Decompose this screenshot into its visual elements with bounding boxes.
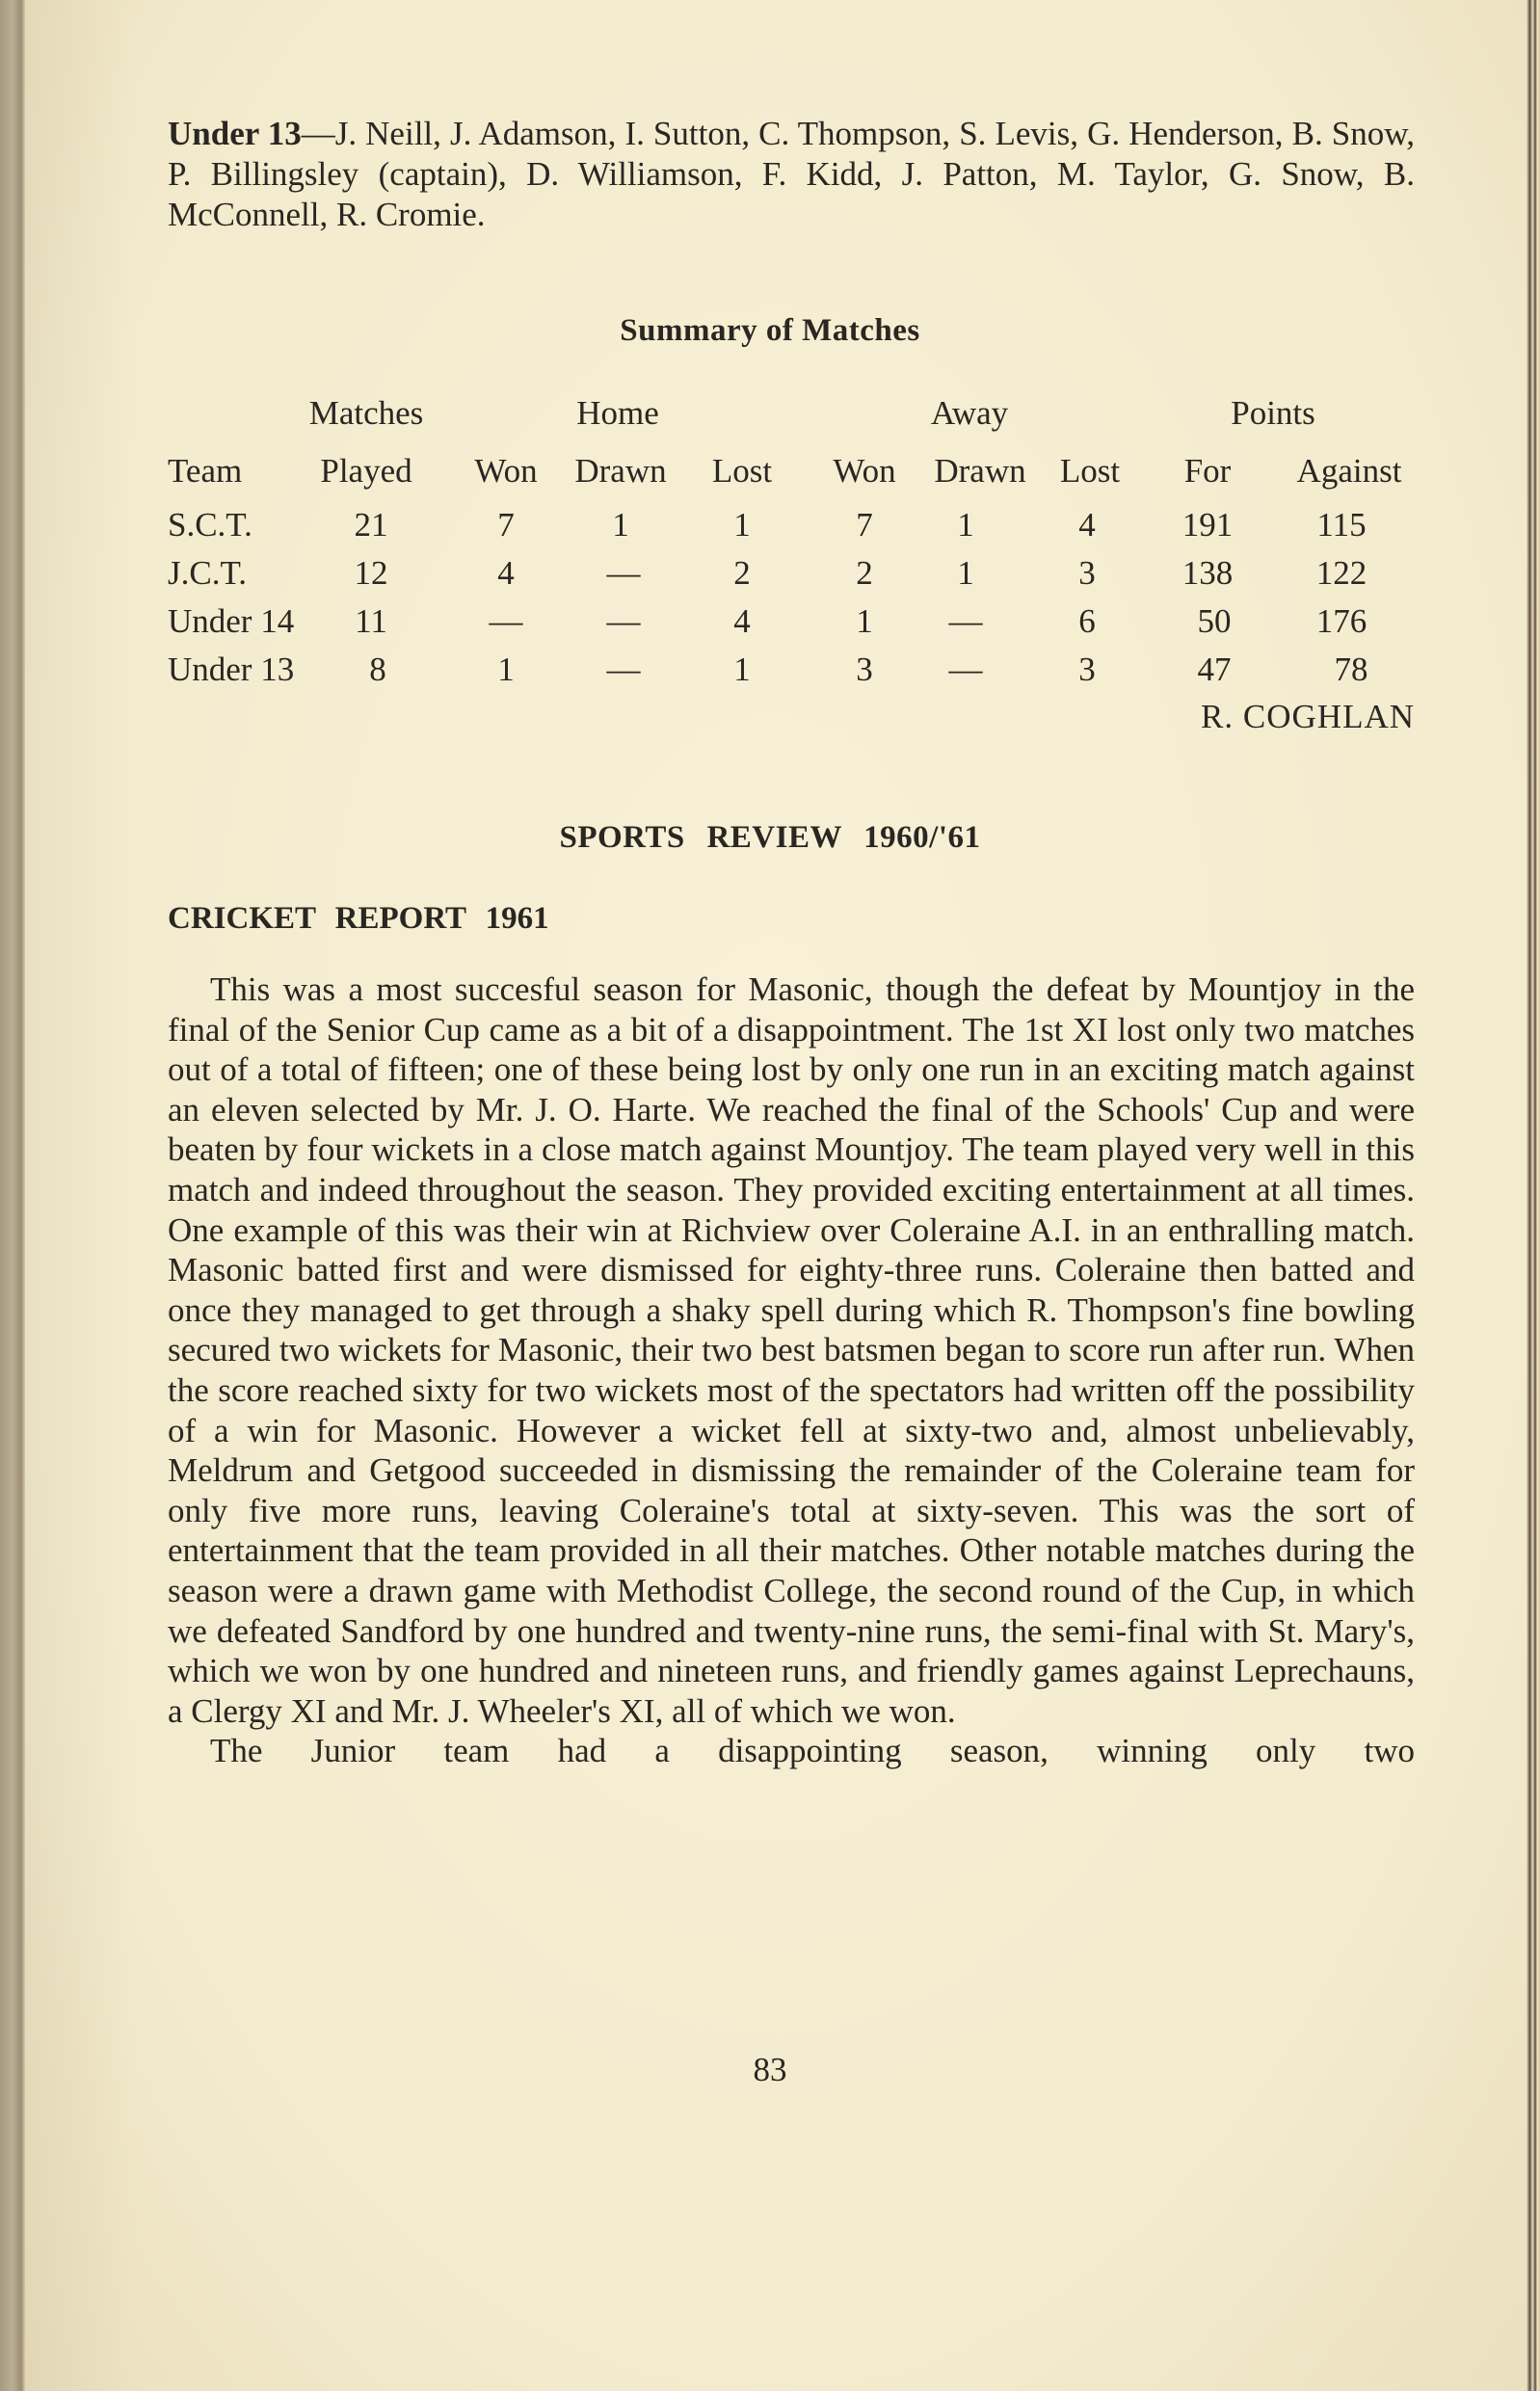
cell-home-won: —: [489, 602, 523, 640]
cell-points-against: 115: [1316, 506, 1367, 544]
cell-away-won: 3: [856, 651, 873, 688]
column-header-home-lost: Lost: [711, 452, 773, 490]
group-header-home: Home: [576, 394, 659, 432]
cell-away-won: 2: [856, 554, 873, 592]
column-header-away-lost: Lost: [1059, 452, 1121, 490]
cell-home-lost: 4: [733, 602, 751, 640]
cell-played: 8: [369, 651, 386, 688]
squad-dash: —: [301, 115, 335, 152]
cell-home-won: 4: [497, 554, 515, 592]
cell-home-won: 1: [497, 651, 515, 688]
cell-home-lost: 1: [733, 651, 751, 688]
paragraph: The Junior team had a disappointing season, winning only two: [210, 1732, 1415, 1770]
summary-title: Summary of Matches: [620, 313, 920, 348]
group-header-matches: Matches: [308, 394, 424, 432]
squad-names: J. Neill, J. Adamson, I. Sutton, C. Thompson, S. Levis, G. Henderson, B. Snow, P. Billingsley (captain), D. Williamson, F. Kidd, J. Patton, M. Taylor, G. Snow, B. McConnell, R. Cromie.: [168, 115, 1415, 233]
cell-points-for: 50: [1197, 602, 1232, 640]
cell-team: Under 14: [168, 602, 295, 640]
paragraph: This was a most succesful season for Masonic, though the defeat by Mountjoy in the final of the Senior Cup came as a bit of a disappointment. The 1st XI lost only two matches out of a total of fifteen; one of these being lost by only one run in an exciting match against an eleven selected by Mr. J. O. Harte. We reached the final of the Schools' Cup and were beaten by four wickets in a close match against Mountjoy. The team played very well in this match and indeed throughout the season. They provided exciting entertainment at all times. One example of this was their win at Richview over Coleraine A.I. in an enthralling match. Masonic batted first and were dismissed for eighty-three runs. Coleraine then batted and once they managed to get through a shaky spell during which R. Thompson's fine bowling secured two wickets for Masonic, their two best batsmen began to score run after run. When the score reached sixty for two wickets most of the spectators had written off the possibility of a win for Masonic. However a wicket fell at sixty-two and, almost unbelievably, Meldrum and Getgood succeeded in dismissing the remainder of the Coleraine team for only five more runs, leaving Coleraine's total at sixty-seven. This was the sort of entertainment that the team provided in all their matches. Other notable matches during the season were a drawn game with Methodist College, the second round of the Cup, in which we defeated Sandford by one hundred and twenty-nine runs, the semi-final with St. Mary's, which we won by one hundred and nineteen runs, and friendly games against Leprechauns, a Clergy XI and Mr. J. Wheeler's XI, all of which we won.: [168, 970, 1415, 1730]
group-header-points: Points: [1231, 394, 1315, 432]
cell-team: S.C.T.: [168, 506, 252, 544]
cell-played: 21: [354, 506, 388, 544]
cell-played: 11: [355, 602, 387, 640]
cell-away-drawn: 1: [957, 506, 974, 544]
cell-away-lost: 4: [1078, 506, 1096, 544]
squad-label: Under 13: [168, 115, 302, 152]
cell-away-drawn: —: [948, 602, 983, 640]
column-header-away-drawn: Drawn: [934, 452, 1026, 490]
cell-home-lost: 2: [733, 554, 751, 592]
cell-away-drawn: 1: [957, 554, 974, 592]
cell-away-drawn: —: [948, 651, 983, 688]
cell-points-against: 176: [1315, 602, 1367, 640]
cell-team: Under 13: [168, 651, 295, 688]
column-header-points-against: Against: [1296, 452, 1402, 490]
cricket-report-heading: CRICKET REPORT 1961: [168, 901, 549, 936]
column-header-team: Team: [168, 452, 243, 490]
cell-away-lost: 3: [1078, 651, 1096, 688]
column-header-home-won: Won: [474, 452, 538, 490]
cell-points-for: 191: [1182, 506, 1234, 544]
cell-team: J.C.T.: [168, 554, 247, 592]
cell-away-lost: 3: [1078, 554, 1096, 592]
sports-review-title: SPORTS REVIEW 1960/'61: [559, 820, 981, 855]
column-header-points-for: For: [1183, 452, 1232, 490]
cell-home-won: 7: [497, 506, 515, 544]
column-header-away-won: Won: [833, 452, 896, 490]
column-header-home-drawn: Drawn: [574, 452, 667, 490]
group-header-away: Away: [930, 394, 1009, 432]
cell-away-lost: 6: [1078, 602, 1096, 640]
cell-home-lost: 1: [733, 506, 751, 544]
author-signature: R. COGHLAN: [1201, 698, 1415, 735]
cell-points-for: 47: [1197, 651, 1232, 688]
cricket-report-body: [168, 970, 1415, 1771]
cell-away-won: 1: [856, 602, 873, 640]
cell-home-drawn: —: [606, 651, 641, 688]
cell-home-drawn: 1: [612, 506, 629, 544]
cell-away-won: 7: [856, 506, 873, 544]
cell-played: 12: [354, 554, 388, 592]
page-number: 83: [753, 2051, 787, 2088]
cell-points-for: 138: [1182, 554, 1234, 592]
cell-home-drawn: —: [606, 602, 641, 640]
summary-table: [0, 0, 1540, 771]
cell-home-drawn: —: [606, 554, 641, 592]
column-header-played: Played: [320, 452, 412, 490]
cell-points-against: 78: [1334, 651, 1368, 688]
cell-points-against: 122: [1315, 554, 1367, 592]
